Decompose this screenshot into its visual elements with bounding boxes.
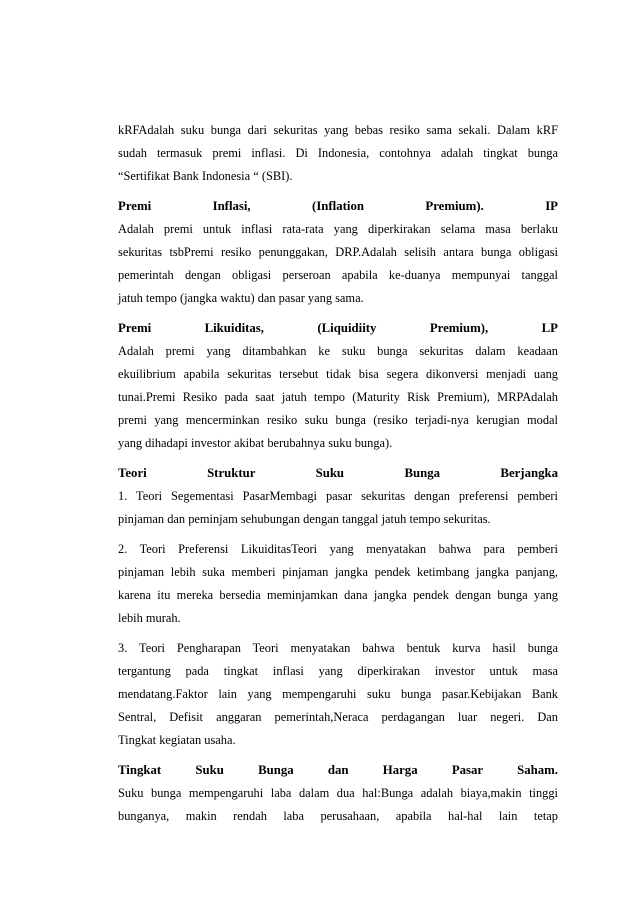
text-line: mendatang.Faktor lain yang mempengaruhi suku bunga pasar.Kebijakan Bank <box>118 687 558 701</box>
section-heading: Premi Inflasi, (Inflation Premium). IP <box>118 199 558 213</box>
text-line: 2. Teori Preferensi LikuiditasTeori yang menyatakan bahwa para pemberi <box>118 542 558 556</box>
text-line: karena itu mereka bersedia meminjamkan dana jangka pendek dengan bunga yang <box>118 588 558 602</box>
text-line: “Sertifikat Bank Indonesia “ (SBI). <box>118 169 293 183</box>
text-line: pinjaman lebih suka memberi pinjaman jangka pendek ketimbang jangka panjang, <box>118 565 558 579</box>
text-line: lebih murah. <box>118 611 181 625</box>
text-line: Suku bunga mempengaruhi laba dalam dua hal:Bunga adalah biaya,makin tinggi <box>118 786 558 800</box>
text-line: jatuh tempo (jangka waktu) dan pasar yang sama. <box>118 291 364 305</box>
text-line: tergantung pada tingkat inflasi yang diperkirakan investor untuk masa <box>118 664 558 678</box>
text-line: tunai.Premi Resiko pada saat jatuh tempo (Maturity Risk Premium), MRPAdalah <box>118 390 558 404</box>
text-line: 1. Teori Segementasi PasarMembagi pasar sekuritas dengan preferensi pemberi <box>118 489 558 503</box>
text-line: Adalah premi yang ditambahkan ke suku bunga sekuritas dalam keadaan <box>118 344 558 358</box>
text-line: Adalah premi untuk inflasi rata-rata yang diperkirakan selama masa berlaku <box>118 222 558 236</box>
text-line: sudah termasuk premi inflasi. Di Indonesia, contohnya adalah tingkat bunga <box>118 146 558 160</box>
text-line: bunganya, makin rendah laba perusahaan, apabila hal-hal lain tetap <box>118 809 558 823</box>
text-line: yang dihadapi investor akibat berubahnya suku bunga). <box>118 436 393 450</box>
text-line: Tingkat kegiatan usaha. <box>118 733 236 747</box>
text-line: ekuilibrium apabila sekuritas tersebut tidak bisa segera dikonversi menjadi uang <box>118 367 558 381</box>
text-line: Sentral, Defisit anggaran pemerintah,Neraca perdagangan luar negeri. Dan <box>118 710 558 724</box>
text-line: premi yang mencerminkan resiko suku bunga (resiko terjadi-nya kerugian modal <box>118 413 558 427</box>
text-line: pemerintah dengan obligasi perseroan apabila ke-duanya mempunyai tanggal <box>118 268 558 282</box>
text-line: sekuritas tsbPremi resiko penunggakan, DRP.Adalah selisih antara bunga obligasi <box>118 245 558 259</box>
section-heading: Tingkat Suku Bunga dan Harga Pasar Saham. <box>118 763 558 777</box>
text-line: pinjaman dan peminjam sehubungan dengan tanggal jatuh tempo sekuritas. <box>118 512 491 526</box>
text-line: 3. Teori Pengharapan Teori menyatakan bahwa bentuk kurva hasil bunga <box>118 641 558 655</box>
section-heading: Teori Struktur Suku Bunga Berjangka <box>118 466 558 480</box>
section-heading: Premi Likuiditas, (Liquidiity Premium), LP <box>118 321 558 335</box>
text-line: kRFAdalah suku bunga dari sekuritas yang bebas resiko sama sekali. Dalam kRF <box>118 123 558 137</box>
